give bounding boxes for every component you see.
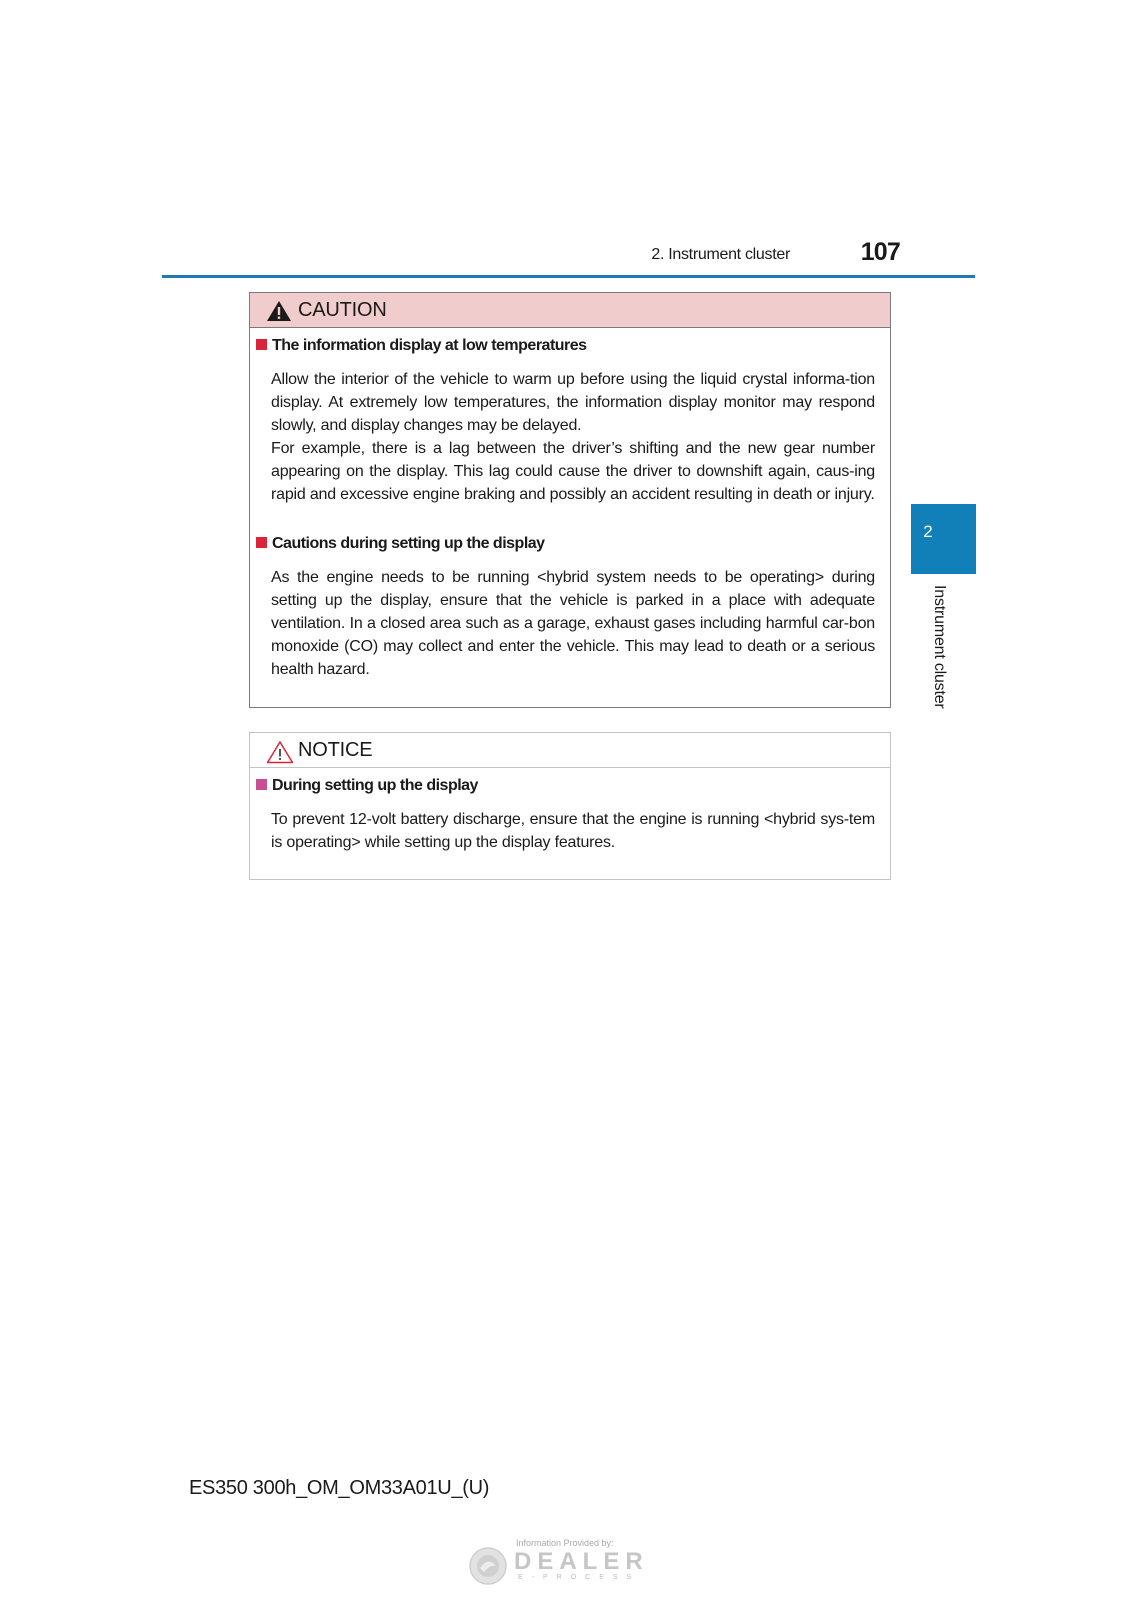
watermark-brand: DEALER: [514, 1548, 649, 1575]
notice-header: [250, 733, 890, 768]
square-bullet-icon: [256, 339, 267, 350]
square-bullet-icon: [256, 779, 267, 790]
section-title: 2. Instrument cluster: [651, 246, 790, 263]
caution-header: [250, 293, 890, 328]
caution-item-heading: The information display at low temperatures: [256, 337, 587, 355]
page-number: 107: [860, 238, 900, 266]
watermark-logo-icon: [468, 1546, 508, 1586]
notice-label: NOTICE: [298, 739, 373, 761]
section-tab-label: Instrument cluster: [931, 585, 948, 709]
document-code: ES350 300h_OM_OM33A01U_(U): [189, 1477, 490, 1499]
warning-triangle-outline-icon: [266, 740, 294, 764]
watermark-sub: E-PROCESS: [518, 1574, 641, 1581]
section-tab-number: 2: [923, 522, 933, 541]
notice-item-paragraph: To prevent 12-volt battery discharge, ensure that the engine is running <hybrid sys-tem is operating> while setting up the display features.: [271, 811, 875, 851]
caution-item-paragraph: Allow the interior of the vehicle to warm up before using the liquid crystal informa-tion display. At extremely low temperatures, the information display monitor may respond slowly, and display changes may be delayed.: [271, 371, 875, 434]
notice-item-heading: During setting up the display: [256, 777, 478, 795]
watermark-caption: Information Provided by:: [516, 1538, 614, 1548]
header-rule: [162, 275, 975, 278]
section-tab[interactable]: [911, 504, 976, 574]
caution-item-paragraph: As the engine needs to be running <hybrid system needs to be operating> during setting up the display, ensure that the vehicle is parked in a place with adequate ventilation. In a closed area such as a garage, exhaust gases including harmful car-bon monoxide (CO) may collect and enter the vehicle. This may lead to death or a serious health hazard.: [271, 569, 875, 678]
caution-box: [249, 292, 891, 708]
caution-label: CAUTION: [298, 299, 387, 321]
square-bullet-icon: [256, 537, 267, 548]
notice-box: [249, 732, 891, 880]
dealer-watermark: [468, 1538, 668, 1588]
caution-item-paragraph: For example, there is a lag between the driver’s shifting and the new gear number appearing on the display. This lag could cause the driver to downshift again, caus-ing rapid and excessive engine braking and possibly an accident resulting in death or injury.: [271, 440, 875, 503]
warning-triangle-icon: [266, 300, 292, 322]
caution-item-heading: Cautions during setting up the display: [256, 535, 545, 553]
